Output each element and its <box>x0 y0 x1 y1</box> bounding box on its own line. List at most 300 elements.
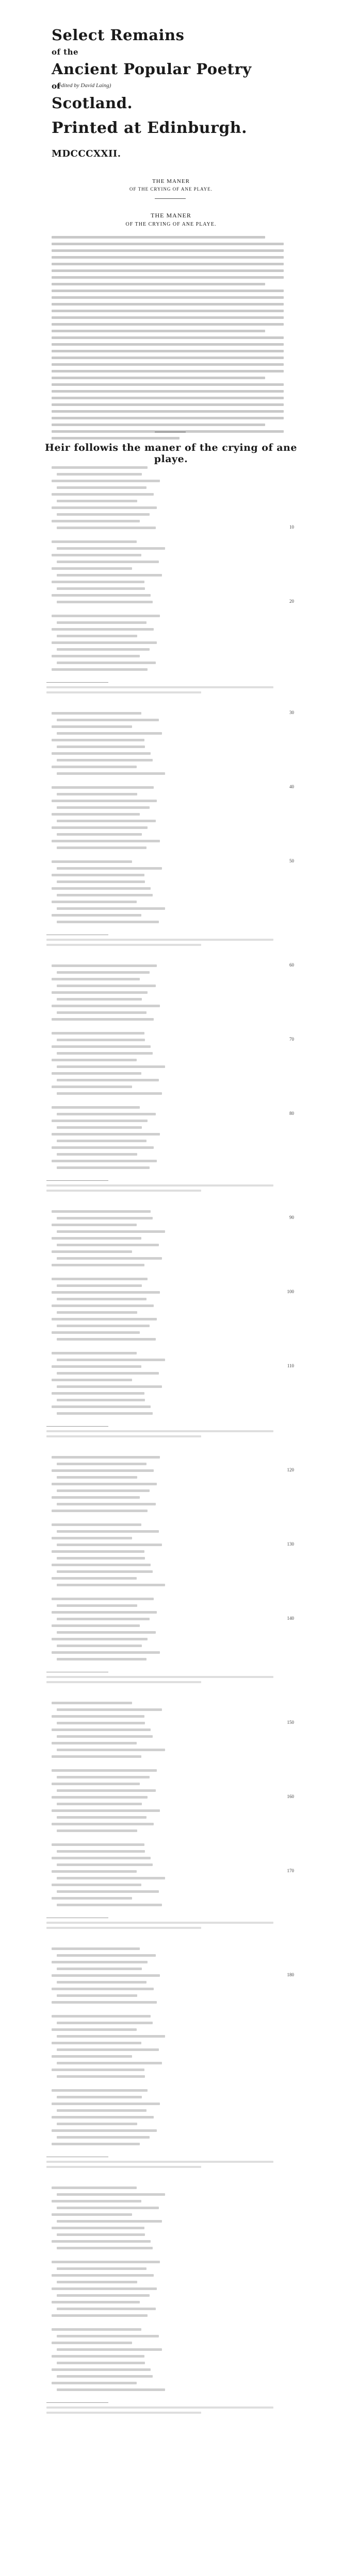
verse-line <box>52 506 157 509</box>
line-number: 80 <box>289 1111 294 1116</box>
verse-line <box>52 826 148 829</box>
verse-line <box>52 1564 151 1566</box>
verse-line <box>52 2103 160 2105</box>
verse-line <box>57 1968 142 1970</box>
footnote-line <box>46 1927 201 1929</box>
verse-line <box>57 719 159 721</box>
verse-line <box>57 1994 137 1997</box>
verse-line <box>52 1133 160 1136</box>
verse-line <box>52 1018 154 1021</box>
verse-line <box>52 2001 157 2004</box>
verse-line <box>57 2062 162 2064</box>
verse-line <box>52 2042 141 2044</box>
verse-line <box>52 1783 140 1785</box>
verse-line <box>57 2335 159 2337</box>
verse-line <box>57 486 146 489</box>
verse-line <box>57 732 162 735</box>
verse-line <box>57 587 145 590</box>
verse-line <box>57 574 162 577</box>
verse-line <box>57 1338 156 1341</box>
verse-line <box>52 1496 140 1499</box>
footnote-line <box>46 1435 201 1437</box>
verse-line <box>52 1961 148 1963</box>
verse-line <box>52 874 144 876</box>
introduction-text <box>52 236 284 444</box>
verse-line <box>57 527 156 529</box>
verse-line <box>57 473 142 476</box>
verse-line <box>52 2287 157 2290</box>
verse-line <box>52 1857 151 1859</box>
verse-line <box>52 2143 140 2145</box>
verse-line <box>57 1829 137 1832</box>
verse-line <box>57 1476 137 1479</box>
verse-line <box>57 1850 145 1853</box>
intro-text-line <box>52 350 284 352</box>
verse-line <box>57 1557 145 1560</box>
line-number: 40 <box>289 784 294 789</box>
line-number: 30 <box>289 710 294 715</box>
verse-line <box>52 712 141 715</box>
verse-line <box>52 641 157 644</box>
footnote-line <box>46 2166 201 2168</box>
footnote-line <box>46 691 201 693</box>
imprint-year: MDCCCXXII. <box>52 148 121 159</box>
intro-text-line <box>52 283 265 285</box>
verse-line <box>52 766 137 768</box>
intro-heading-line-1: THE MANER <box>151 212 191 219</box>
verse-line <box>52 991 148 994</box>
verse-line <box>57 1722 145 1724</box>
verse-line <box>52 2187 137 2189</box>
verse-line <box>57 1658 146 1660</box>
verse-line <box>52 1469 154 1472</box>
verse-line <box>57 921 159 923</box>
verse-line <box>57 500 137 502</box>
verse-line <box>52 2129 157 2132</box>
verse-line <box>52 1264 144 1266</box>
verse-line <box>57 1463 146 1465</box>
verse-line <box>52 2274 154 2277</box>
footnote-rule <box>46 1180 108 1181</box>
verse-line <box>57 1140 146 1142</box>
verse-line <box>57 2220 162 2223</box>
footnote-line <box>46 2406 273 2409</box>
verse-line <box>52 540 137 543</box>
intro-text-line <box>52 263 284 265</box>
verse-line <box>57 1776 150 1778</box>
footnote-line <box>46 1184 273 1187</box>
intro-text-line <box>52 403 284 406</box>
verse-line <box>52 1379 132 1381</box>
verse-line <box>57 1399 145 1401</box>
verse-line <box>57 1113 156 1115</box>
verse-line <box>52 1456 160 1459</box>
verse-line <box>52 1947 140 1950</box>
verse-line <box>52 1045 151 1048</box>
verse-line <box>52 2227 144 2229</box>
verse-line <box>57 2294 150 2297</box>
series-title-line: Select Remains <box>52 26 185 44</box>
line-number: 170 <box>287 1868 294 1873</box>
verse-line <box>57 635 137 637</box>
verse-line <box>52 1796 148 1799</box>
intro-text-line <box>52 276 284 279</box>
verse-line <box>57 1489 150 1492</box>
intro-text-line <box>52 236 265 239</box>
verse-line <box>52 554 141 556</box>
verse-line <box>52 2089 148 2092</box>
verse-line <box>52 1120 148 1122</box>
verse-line <box>52 1059 137 1061</box>
verse-line <box>52 2015 151 2018</box>
verse-line <box>57 1284 142 1287</box>
verse-line <box>57 621 146 624</box>
verse-line <box>52 1843 144 1846</box>
verse-line <box>57 1604 137 1607</box>
verse-line <box>57 2362 145 2364</box>
footnote-line <box>46 1922 273 1924</box>
verse-line <box>52 2382 137 2384</box>
line-number: 130 <box>287 1541 294 1547</box>
intro-text-line <box>52 377 265 379</box>
footnote-line <box>46 1676 273 1678</box>
title-line-2: OF THE CRYING OF ANE PLAYE. <box>129 187 213 192</box>
intro-text-line <box>52 256 284 259</box>
verse-line <box>52 1510 148 1512</box>
verse-line <box>57 1372 159 1375</box>
verse-line <box>57 547 165 550</box>
verse-line <box>52 1160 157 1162</box>
verse-line <box>52 1032 144 1035</box>
verse-line <box>57 806 150 809</box>
verse-line <box>52 1365 141 1368</box>
imprint: Printed at Edinburgh. <box>52 119 248 137</box>
verse-line <box>57 2375 153 2378</box>
verse-line <box>52 2116 154 2119</box>
poem-heading: Heir followis the maner of the crying of ane playe. <box>45 442 297 465</box>
verse-line <box>52 1823 154 1825</box>
verse-line <box>52 1577 137 1580</box>
verse-line <box>52 2069 144 2071</box>
verse-line <box>52 1331 140 1334</box>
verse-line <box>52 840 160 842</box>
verse-line <box>52 1638 148 1640</box>
verse-line <box>52 725 132 728</box>
verse-line <box>52 466 148 469</box>
verse-line <box>52 1897 132 1900</box>
series-title-line: of <box>52 81 61 91</box>
verse-line <box>57 1803 142 1805</box>
verse-line <box>57 1311 137 1314</box>
verse-line <box>57 1735 153 1738</box>
verse-line <box>52 2328 141 2331</box>
footnote-line <box>46 1681 201 1683</box>
verse-line <box>52 1611 157 1614</box>
verse-line <box>57 2022 153 2024</box>
line-number: 120 <box>287 1467 294 1472</box>
verse-line <box>57 971 150 974</box>
verse-line <box>52 2261 160 2263</box>
verse-line <box>57 1359 165 1361</box>
series-title <box>52 27 268 112</box>
verse-line <box>57 1708 162 1711</box>
verse-line <box>52 2055 132 2058</box>
verse-line <box>52 914 141 917</box>
verse-line <box>52 1974 160 1977</box>
verse-line <box>52 1702 132 1704</box>
verse-line <box>52 594 151 597</box>
verse-line <box>52 520 140 522</box>
verse-line <box>52 615 160 617</box>
verse-line <box>57 2233 145 2236</box>
verse-line <box>52 1072 141 1075</box>
verse-line <box>57 1544 162 1546</box>
verse-line <box>52 1988 154 1990</box>
verse-line <box>52 752 151 755</box>
verse-line <box>57 1863 153 1866</box>
verse-line <box>52 1106 140 1109</box>
verse-line <box>57 1217 153 1219</box>
verse-line <box>57 846 146 849</box>
verse-line <box>57 1298 146 1300</box>
title-block <box>0 178 342 193</box>
verse-line <box>52 1304 154 1307</box>
verse-line <box>57 2193 165 2196</box>
verse-line <box>52 1005 160 1007</box>
verse-line <box>52 887 151 890</box>
verse-line <box>57 2267 146 2270</box>
verse-line <box>52 2301 140 2303</box>
verse-line <box>57 1011 146 1014</box>
verse-line <box>52 1483 157 1485</box>
verse-line <box>57 1530 159 1533</box>
line-number: 90 <box>289 1215 294 1220</box>
intro-text-line <box>52 370 284 372</box>
verse-line <box>57 1065 165 1068</box>
footnote-line <box>46 2412 201 2414</box>
intro-text-line <box>52 410 284 413</box>
line-number: 100 <box>287 1289 294 1294</box>
verse-line <box>57 998 142 1001</box>
footnote-line <box>46 1430 273 1432</box>
verse-line <box>52 2240 151 2243</box>
verse-line <box>57 2348 162 2351</box>
verse-line <box>57 1126 142 1129</box>
intro-text-line <box>52 310 284 312</box>
footnote-line <box>46 1190 201 1192</box>
intro-text-line <box>52 417 284 419</box>
verse-line <box>52 655 140 657</box>
verse-line <box>52 2200 141 2202</box>
verse-line <box>57 2109 146 2112</box>
line-number: 110 <box>287 1363 294 1368</box>
verse-line <box>57 1816 146 1819</box>
footnote-rule <box>46 1426 108 1427</box>
verse-line <box>52 1742 137 1744</box>
verse-line <box>52 480 160 482</box>
verse-line <box>52 2355 144 2358</box>
intro-heading <box>0 211 342 229</box>
verse-line <box>52 813 140 816</box>
verse-line <box>52 1598 154 1600</box>
verse-line <box>52 1537 132 1539</box>
title-line-1: THE MANER <box>152 178 190 184</box>
verse-line <box>57 1890 159 1893</box>
verse-line <box>57 1904 162 1906</box>
intro-text-line <box>52 423 265 426</box>
intro-text-line <box>52 437 180 439</box>
verse-line <box>57 1954 156 1957</box>
verse-line <box>57 2035 165 2038</box>
line-number: 20 <box>289 599 294 604</box>
verse-line <box>57 601 153 603</box>
verse-line <box>57 648 150 651</box>
verse-line <box>57 1153 137 1156</box>
intro-text-line <box>52 397 284 399</box>
verse-line <box>57 1230 165 1233</box>
verse-line <box>52 2368 151 2371</box>
verse-line <box>52 786 154 789</box>
verse-line <box>57 1503 156 1505</box>
intro-text-line <box>52 390 284 393</box>
verse-line <box>57 2075 145 2078</box>
verse-line <box>57 759 153 761</box>
intro-text-line <box>52 330 265 332</box>
verse-line <box>52 2028 137 2031</box>
footnote-line <box>46 939 273 941</box>
intro-text-line <box>52 290 284 292</box>
intro-text-line <box>52 303 284 306</box>
verse-line <box>57 880 145 883</box>
verse-line <box>52 1769 157 1772</box>
verse-line <box>57 2123 137 2125</box>
verse-line <box>52 567 132 570</box>
verse-line <box>52 1224 137 1226</box>
verse-line <box>57 1257 162 1260</box>
verse-line <box>52 1755 141 1758</box>
verse-line <box>52 1624 140 1627</box>
line-number: 140 <box>287 1616 294 1621</box>
verse-line <box>52 1870 137 1873</box>
intro-text-line <box>52 357 284 359</box>
intro-text-line <box>52 296 284 299</box>
verse-line <box>57 2388 165 2391</box>
verse-line <box>57 820 156 822</box>
verse-line <box>52 1086 132 1088</box>
intro-text-line <box>52 323 284 326</box>
verse-line <box>57 1584 165 1586</box>
verse-line <box>57 2308 156 2310</box>
verse-line <box>57 1877 165 1879</box>
intro-text-line <box>52 336 284 339</box>
verse-line <box>57 561 159 563</box>
verse-line <box>52 1146 154 1149</box>
intro-heading-line-2: OF THE CRYING OF ANE PLAYE. <box>125 222 217 227</box>
verse-line <box>57 1039 145 1041</box>
verse-line <box>52 628 154 631</box>
intro-text-line <box>52 249 284 252</box>
verse-line <box>57 1244 159 1246</box>
line-number: 180 <box>287 1972 294 1977</box>
intro-text-line <box>52 343 284 346</box>
verse-line <box>52 1728 151 1731</box>
poem-body <box>52 466 294 2576</box>
footnote-line <box>46 2161 273 2163</box>
verse-line <box>52 1278 148 1280</box>
line-number: 150 <box>287 1720 294 1725</box>
line-number: 160 <box>287 1794 294 1799</box>
verse-line <box>52 1210 151 1213</box>
verse-line <box>52 1715 144 1718</box>
verse-line <box>52 493 154 496</box>
footnote-rule <box>46 682 108 683</box>
line-number: 50 <box>289 858 294 863</box>
editor-note: (edited by David Laing) <box>57 82 111 89</box>
verse-line <box>57 894 153 896</box>
verse-line <box>57 793 137 795</box>
divider-rule <box>155 198 186 199</box>
line-number: 10 <box>289 524 294 530</box>
series-title-line: of the <box>52 47 79 57</box>
line-number: 70 <box>289 1037 294 1042</box>
verse-line <box>57 1789 156 1792</box>
verse-line <box>52 964 157 967</box>
verse-line <box>52 901 137 903</box>
verse-line <box>57 1166 150 1169</box>
verse-line <box>57 2247 153 2249</box>
verse-line <box>57 772 165 775</box>
verse-line <box>57 2048 159 2051</box>
verse-line <box>57 2136 150 2139</box>
verse-line <box>57 1092 162 1095</box>
verse-line <box>52 1884 141 1886</box>
verse-line <box>52 1318 157 1320</box>
verse-line <box>52 2314 148 2317</box>
intro-text-line <box>52 269 284 272</box>
verse-line <box>57 907 165 910</box>
verse-line <box>57 1412 153 1415</box>
verse-line <box>57 1631 156 1634</box>
intro-text-line <box>52 243 284 245</box>
verse-line <box>57 1749 165 1751</box>
verse-line <box>57 1981 146 1984</box>
verse-line <box>52 581 144 583</box>
verse-line <box>57 513 150 516</box>
verse-line <box>57 1052 153 1055</box>
verse-line <box>57 1645 142 1647</box>
verse-line <box>52 1550 144 1553</box>
verse-line <box>52 1237 141 1240</box>
verse-line <box>57 1385 162 1388</box>
verse-line <box>57 662 156 664</box>
verse-line <box>57 2281 137 2283</box>
verse-line <box>52 800 157 802</box>
series-title-line: Scotland. <box>52 94 133 112</box>
verse-line <box>52 1523 141 1526</box>
footnote-line <box>46 944 201 946</box>
verse-line <box>52 1291 160 1294</box>
intro-text-line <box>52 363 284 366</box>
verse-line <box>52 1392 144 1395</box>
intro-text-line <box>52 316 284 319</box>
verse-line <box>52 978 140 980</box>
verse-line <box>52 1250 132 1253</box>
verse-line <box>52 2342 132 2344</box>
footnote-line <box>46 686 273 688</box>
verse-line <box>52 1352 137 1354</box>
verse-line <box>52 860 132 863</box>
intro-text-line <box>52 383 284 386</box>
